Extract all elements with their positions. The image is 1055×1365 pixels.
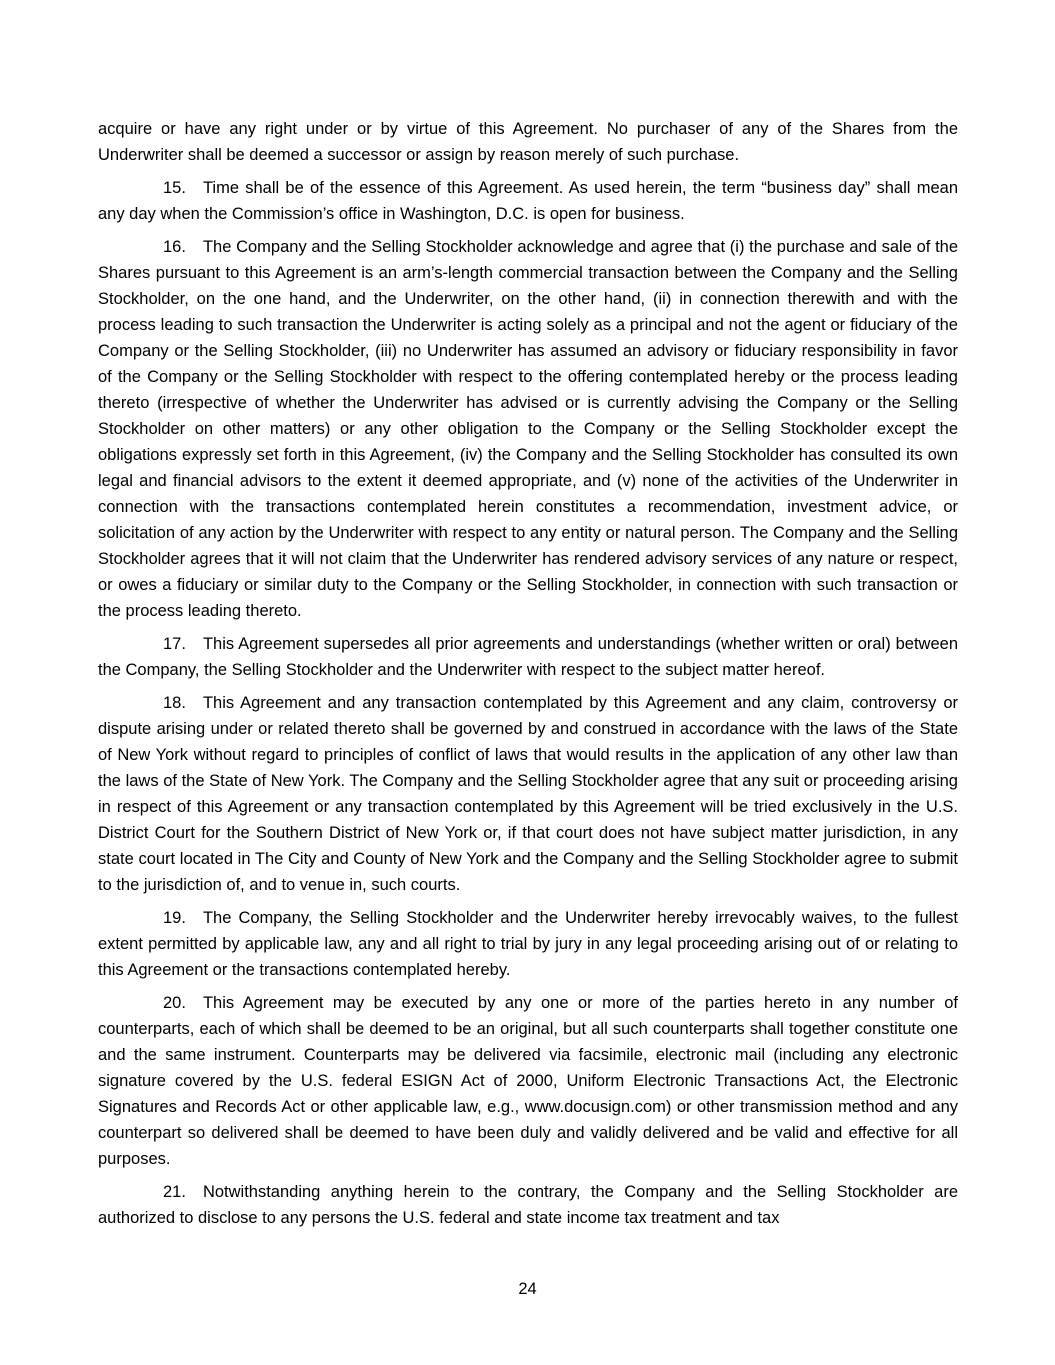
paragraph-18 <box>98 690 958 898</box>
paragraph-number: 18. <box>163 694 186 712</box>
paragraph-17 <box>98 631 958 683</box>
paragraph-number: 15. <box>163 179 186 197</box>
document-body <box>98 116 958 1238</box>
paragraph-number: 20. <box>163 994 186 1012</box>
page-number: 24 <box>518 1280 537 1298</box>
paragraph-15 <box>98 175 958 227</box>
paragraph-21 <box>98 1179 958 1231</box>
paragraph-text: Notwithstanding anything herein to the contrary, the Company and the Selling Stockholder are authorized to disclose to any persons the U.S. federal and state income tax treatment and tax <box>98 1183 958 1227</box>
paragraph-continuation <box>98 116 958 168</box>
paragraph-20 <box>98 990 958 1172</box>
paragraph-text: acquire or have any right under or by virtue of this Agreement. No purchaser of any of the Shares from the Underwriter shall be deemed a successor or assign by reason merely of such purchase. <box>98 120 958 164</box>
paragraph-number: 21. <box>163 1183 186 1201</box>
paragraph-16 <box>98 234 958 624</box>
paragraph-text: This Agreement and any transaction contemplated by this Agreement and any claim, controversy or dispute arising under or related thereto shall be governed by and construed in accordance with the laws of the State of New York without regard to principles of conflict of laws that would results in the application of any other law than the laws of the State of New York. The Company and the Selling Stockholder agree that any suit or proceeding arising in respect of this Agreement or any transaction contemplated by this Agreement will be tried exclusively in the U.S. District Court for the Southern District of New York or, if that court does not have subject matter jurisdiction, in any state court located in The City and County of New York and the Company and the Selling Stockholder agree to submit to the jurisdiction of, and to venue in, such courts. <box>98 694 958 894</box>
paragraph-text: The Company and the Selling Stockholder acknowledge and agree that (i) the purchase and sale of the Shares pursuant to this Agreement is an arm’s-length commercial transaction between the Company and the Selling Stockholder, on the one hand, and the Underwriter, on the other hand, (ii) in connection therewith and with the process leading to such transaction the Underwriter is acting solely as a principal and not the agent or fiduciary of the Company or the Selling Stockholder, (iii) no Underwriter has assumed an advisory or fiduciary responsibility in favor of the Company or the Selling Stockholder with respect to the offering contemplated hereby or the process leading thereto (irrespective of whether the Underwriter has advised or is currently advising the Company or the Selling Stockholder on other matters) or any other obligation to the Company or the Selling Stockholder except the obligations expressly set forth in this Agreement, (iv) the Company and the Selling Stockholder has consulted its own legal and financial advisors to the extent it deemed appropriate, and (v) none of the activities of the Underwriter in connection with the transactions contemplated herein constitutes a recommendation, investment advice, or solicitation of any action by the Underwriter with respect to any entity or natural person. The Company and the Selling Stockholder agrees that it will not claim that the Underwriter has rendered advisory services of any nature or respect, or owes a fiduciary or similar duty to the Company or the Selling Stockholder, in connection with such transaction or the process leading thereto. <box>98 238 958 620</box>
paragraph-number: 17. <box>163 635 186 653</box>
paragraph-text: Time shall be of the essence of this Agreement. As used herein, the term “business day” shall mean any day when the Commission’s office in Washington, D.C. is open for business. <box>98 179 958 223</box>
paragraph-number: 19. <box>163 909 186 927</box>
paragraph-text: The Company, the Selling Stockholder and the Underwriter hereby irrevocably waives, to the fullest extent permitted by applicable law, any and all right to trial by jury in any legal proceeding arising out of or relating to this Agreement or the transactions contemplated hereby. <box>98 909 958 979</box>
paragraph-text: This Agreement supersedes all prior agreements and understandings (whether written or oral) between the Company, the Selling Stockholder and the Underwriter with respect to the subject matter hereof. <box>98 635 958 679</box>
paragraph-19 <box>98 905 958 983</box>
paragraph-text: This Agreement may be executed by any one or more of the parties hereto in any number of counterparts, each of which shall be deemed to be an original, but all such counterparts shall together constitute one and the same instrument. Counterparts may be delivered via facsimile, electronic mail (including any electronic signature covered by the U.S. federal ESIGN Act of 2000, Uniform Electronic Transactions Act, the Electronic Signatures and Records Act or other applicable law, e.g., www.docusign.com) or other transmission method and any counterpart so delivered shall be deemed to have been duly and validly delivered and be valid and effective for all purposes. <box>98 994 958 1168</box>
paragraph-number: 16. <box>163 238 186 256</box>
